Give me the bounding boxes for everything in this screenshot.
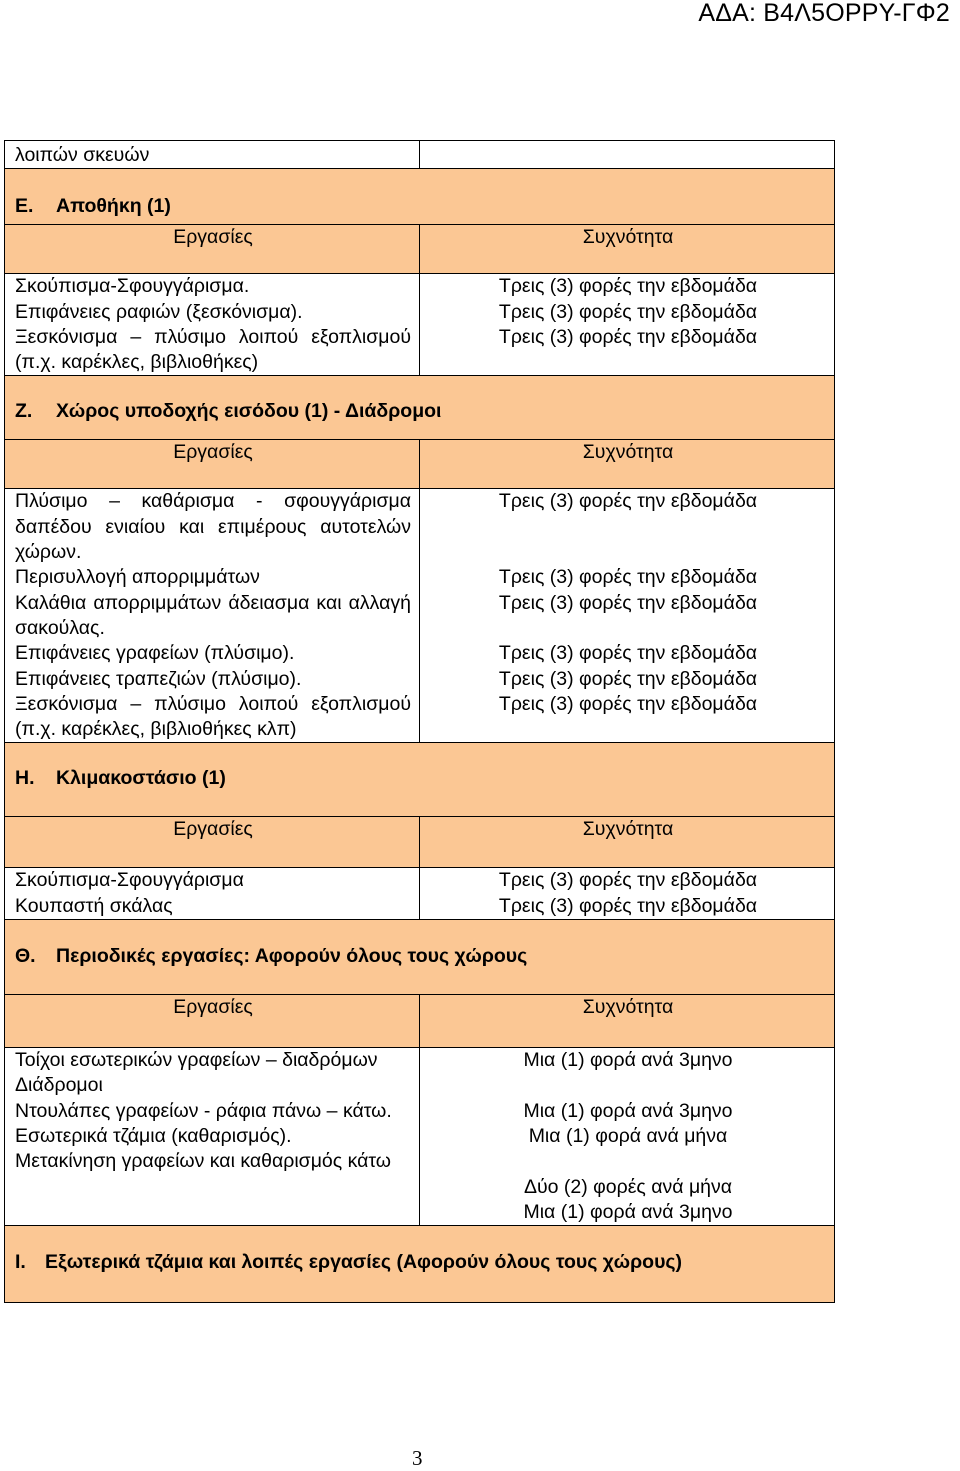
tasks-cell — [5, 1048, 420, 1226]
section-heading: Κλιμακοστάσιο (1) — [56, 767, 226, 790]
intro-cell — [5, 141, 420, 169]
section-heading: Εξωτερικά τζάμια και λοιπές εργασίες (Αφορούν όλους τους χώρους) — [45, 1251, 683, 1274]
list-item: Ξεσκόνισμα – πλύσιμο λοιπού εξοπλισμού (π.χ. καρέκλες, βιβλιοθήκες κλπ) — [15, 692, 411, 741]
col-header-tasks: Εργασίες — [5, 440, 420, 489]
list-item: Τρεις (3) φορές την εβδομάδα — [498, 894, 758, 917]
intro-text: λοιπών σκευών — [15, 144, 150, 166]
list-item: Τρεις (3) φορές την εβδομάδα — [498, 692, 758, 715]
section-label: Θ. — [15, 945, 36, 968]
list-item: Επιφάνειες τραπεζιών (πλύσιμο). — [15, 667, 302, 690]
list-item: Τρεις (3) φορές την εβδομάδα — [498, 300, 758, 323]
list-item: Σκούπισμα-Σφουγγάρισμα. — [15, 275, 250, 298]
section-h-title-row — [5, 743, 835, 817]
list-item: Μια (1) φορά ανά 3μηνο — [523, 1049, 733, 1072]
list-item: Μια (1) φορά ανά 3μηνο — [523, 1200, 733, 1223]
list-item: Τρεις (3) φορές την εβδομάδα — [498, 591, 758, 614]
col-header-frequency: Συχνότητα — [420, 817, 835, 868]
list-item: Τρεις (3) φορές την εβδομάδα — [498, 566, 758, 589]
section-label: Ζ. — [15, 400, 33, 423]
spacer — [430, 515, 826, 540]
section-z-body-row — [5, 489, 835, 743]
list-item: Περισυλλογή απορριμμάτων — [15, 566, 260, 589]
spacer — [430, 540, 826, 565]
section-th-title-row — [5, 920, 835, 995]
section-h-body-row — [5, 868, 835, 920]
section-title — [5, 376, 835, 440]
section-label: Ε. — [15, 195, 34, 218]
list-item: Μια (1) φορά ανά 3μηνο — [523, 1099, 733, 1122]
list-item: Τρεις (3) φορές την εβδομάδα — [498, 490, 758, 513]
spacer — [430, 1073, 826, 1098]
tasks-cell — [5, 274, 420, 376]
list-item: Τρεις (3) φορές την εβδομάδα — [498, 642, 758, 665]
list-item: Ντουλάπες γραφείων - ράφια πάνω – κάτω. — [15, 1099, 392, 1122]
list-item: Καλάθια απορριμμάτων άδειασμα και αλλαγή σακούλας. — [15, 591, 411, 639]
col-header-tasks: Εργασίες — [5, 817, 420, 868]
list-item: Κουπαστή σκάλας — [15, 894, 173, 917]
list-item: Μετακίνηση γραφείων και καθαρισμός κάτω — [15, 1150, 392, 1173]
tasks-cell — [5, 489, 420, 743]
section-th-header-row — [5, 995, 835, 1048]
col-header-frequency: Συχνότητα — [420, 995, 835, 1048]
list-item: Σκούπισμα-Σφουγγάρισμα — [15, 869, 244, 892]
list-item: Επιφάνειες γραφείων (πλύσιμο). — [15, 642, 295, 665]
list-item: Δύο (2) φορές ανά μήνα — [523, 1175, 733, 1198]
list-item: Τρεις (3) φορές την εβδομάδα — [498, 869, 758, 892]
list-item: Εσωτερικά τζάμια (καθαρισμός). — [15, 1124, 292, 1147]
section-z-title-row — [5, 376, 835, 440]
spacer — [430, 1149, 826, 1174]
section-heading: Χώρος υποδοχής εισόδου (1) - Διάδρομοι — [56, 400, 442, 423]
list-item: Τοίχοι εσωτερικών γραφείων – διαδρόμων — [15, 1049, 378, 1072]
list-item: Τρεις (3) φορές την εβδομάδα — [498, 325, 758, 348]
col-header-tasks: Εργασίες — [5, 995, 420, 1048]
list-item: Τρεις (3) φορές την εβδομάδα — [498, 275, 758, 298]
col-header-frequency: Συχνότητα — [420, 440, 835, 489]
frequency-cell — [420, 489, 835, 743]
section-i-title-row — [5, 1226, 835, 1303]
section-title — [5, 169, 835, 225]
list-item: Επιφάνειες ραφιών (ξεσκόνισμα). — [15, 300, 303, 323]
section-heading: Περιοδικές εργασίες: Αφορούν όλους τους χώρους — [56, 945, 528, 968]
col-header-frequency: Συχνότητα — [420, 225, 835, 274]
section-e-title-row — [5, 169, 835, 225]
tasks-cell — [5, 868, 420, 920]
section-z-header-row — [5, 440, 835, 489]
section-title — [5, 920, 835, 995]
cleaning-schedule-table — [4, 140, 835, 1303]
frequency-cell — [420, 868, 835, 920]
frequency-cell — [420, 274, 835, 376]
section-heading: Αποθήκη (1) — [56, 195, 171, 218]
page-number: 3 — [412, 1446, 423, 1470]
table-row — [5, 141, 835, 169]
section-title — [5, 743, 835, 817]
ada-header: ΑΔΑ: Β4Λ5ΟΡΡΥ-ΓΦ2 — [698, 0, 950, 27]
list-item: Διάδρομοι — [15, 1074, 103, 1097]
section-title — [5, 1226, 835, 1303]
section-label: Ι. — [15, 1251, 26, 1274]
section-e-body-row — [5, 274, 835, 376]
section-e-header-row — [5, 225, 835, 274]
list-item: Πλύσιμο – καθάρισμα - σφουγγάρισμα δαπέδου ενιαίου και επιμέρους αυτοτελών χώρων. — [15, 490, 411, 564]
col-header-tasks: Εργασίες — [5, 225, 420, 274]
section-h-header-row — [5, 817, 835, 868]
spacer — [430, 616, 826, 641]
section-label: Η. — [15, 767, 35, 790]
empty-cell — [420, 141, 835, 169]
list-item: Τρεις (3) φορές την εβδομάδα — [498, 667, 758, 690]
list-item: Ξεσκόνισμα – πλύσιμο λοιπού εξοπλισμού (π.χ. καρέκλες, βιβλιοθήκες) — [15, 325, 411, 374]
list-item: Μια (1) φορά ανά μήνα — [528, 1124, 728, 1147]
frequency-cell — [420, 1048, 835, 1226]
section-th-body-row — [5, 1048, 835, 1226]
